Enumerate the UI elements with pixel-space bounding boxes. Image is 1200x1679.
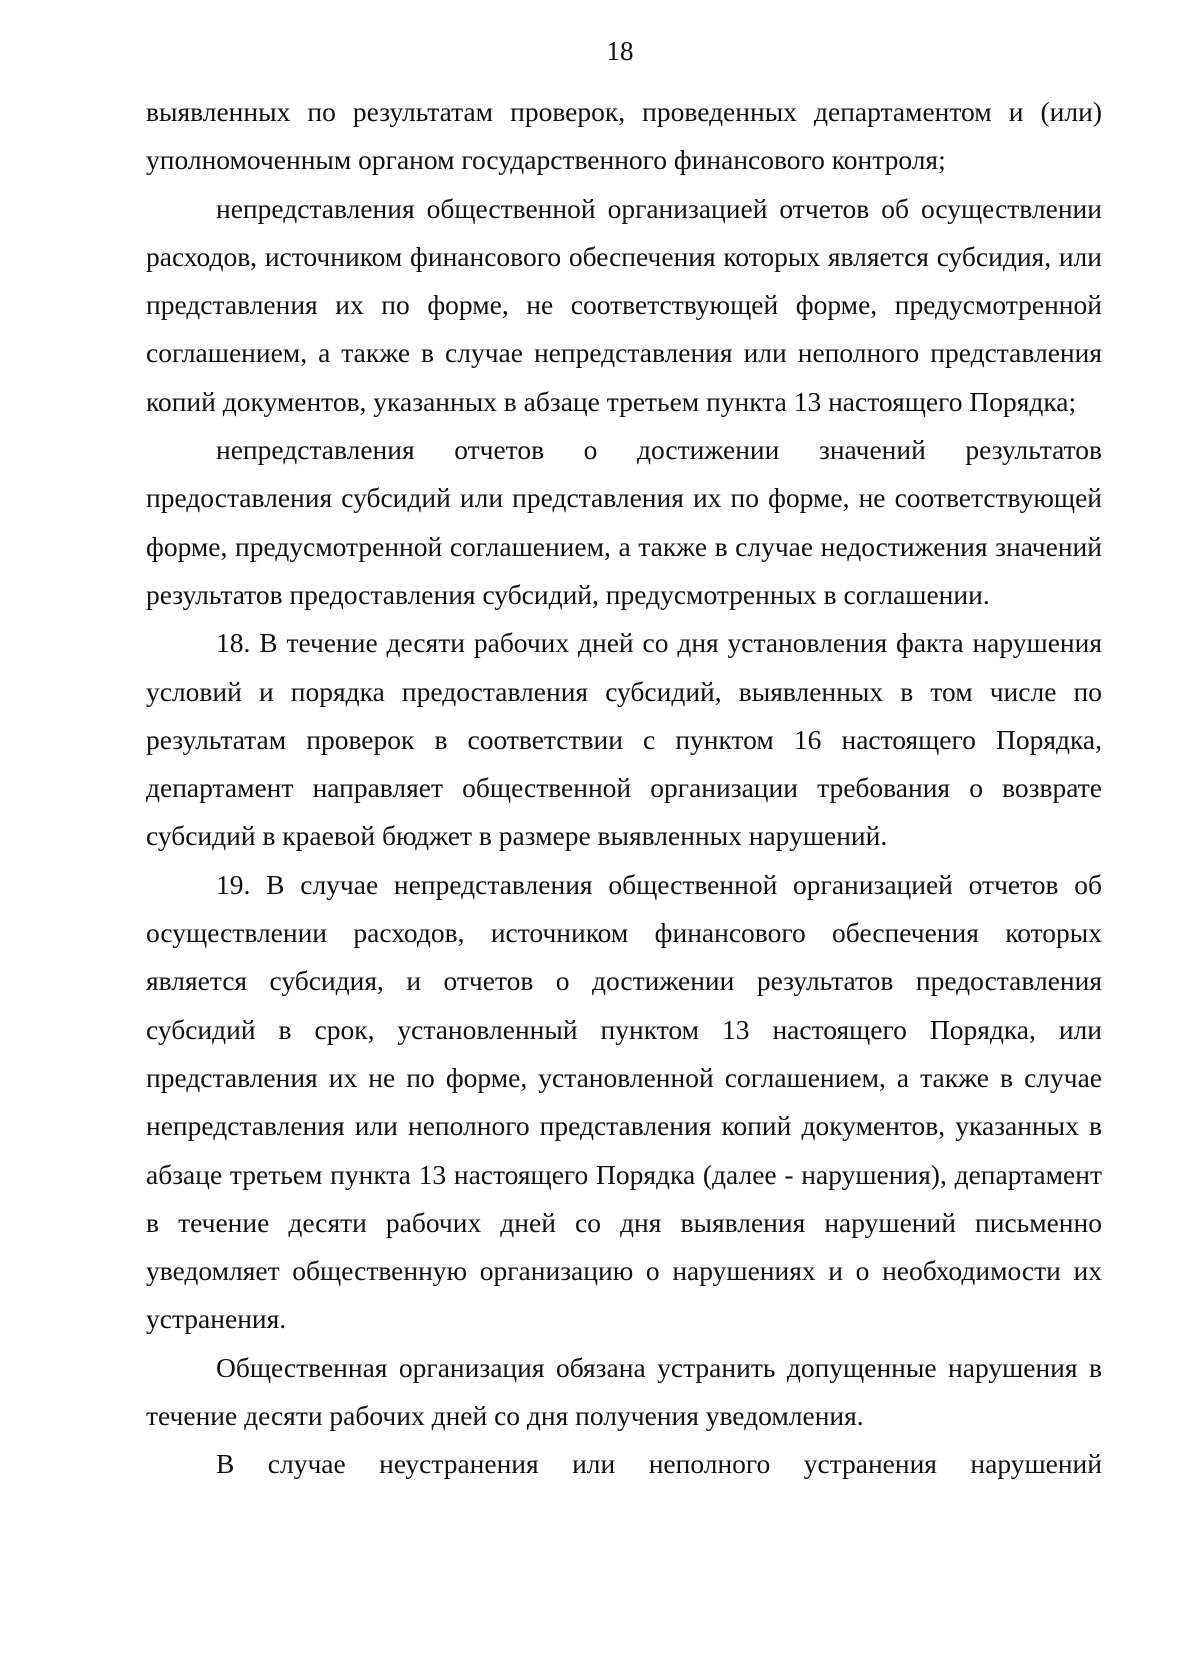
page-number: 18 xyxy=(606,36,634,66)
paragraph-failure-to-fix: В случае неустранения или неполного устранения нарушений xyxy=(216,1448,1102,1480)
document-body xyxy=(146,88,1102,1489)
paragraph-clause-19: 19. В случае непредставления общественной организацией отчетов об осуществлении расходов, источником финансового обеспечения которых является субсидия, и отчетов о достижении результатов предоставления субсидий в срок, установленный пунктом 13 настоящего Порядка, или представления их не по форме, установленной соглашением, а также в случае непредставления или неполного представления копий документов, указанных в абзаце третьем пункта 13 настоящего Порядка (далее - нарушения), департамент в течение десяти рабочих дней со дня выявления нарушений письменно уведомляет общественную организацию о нарушениях и о необходимости их устранения. xyxy=(146,868,1102,1335)
paragraph-obligation-to-fix: Общественная организация обязана устранить допущенные нарушения в течение десяти рабочих дней со дня получения уведомления. xyxy=(146,1351,1102,1432)
paragraph-nonsubmission-expense-reports: непредставления общественной организацией отчетов об осуществлении расходов, источником финансового обеспечения которых является субсидия, или представления их по форме, не соответствующей форме, предусмотренной соглашением, а также в случае непредставления или неполного представления копий документов, указанных в абзаце третьем пункта 13 настоящего Порядка; xyxy=(146,192,1102,417)
paragraph-continuation: выявленных по результатам проверок, проведенных департаментом и (или) уполномоченным органом государственного финансового контроля; xyxy=(146,96,1102,176)
paragraph-nonsubmission-result-reports: непредставления отчетов о достижении значений результатов предоставления субсидий или представления их по форме, не соответствующей форме, предусмотренной соглашением, а также в случае недостижения значений результатов предоставления субсидий, предусмотренных в соглашении. xyxy=(146,434,1102,610)
paragraph-clause-18: 18. В течение десяти рабочих дней со дня установления факта нарушения условий и порядка предоставления субсидий, выявленных в том числе по результатам проверок в соответствии с пунктом 16 настоящего Порядка, департамент направляет общественной организации требования о возврате субсидий в краевой бюджет в размере выявленных нарушений. xyxy=(146,627,1102,852)
